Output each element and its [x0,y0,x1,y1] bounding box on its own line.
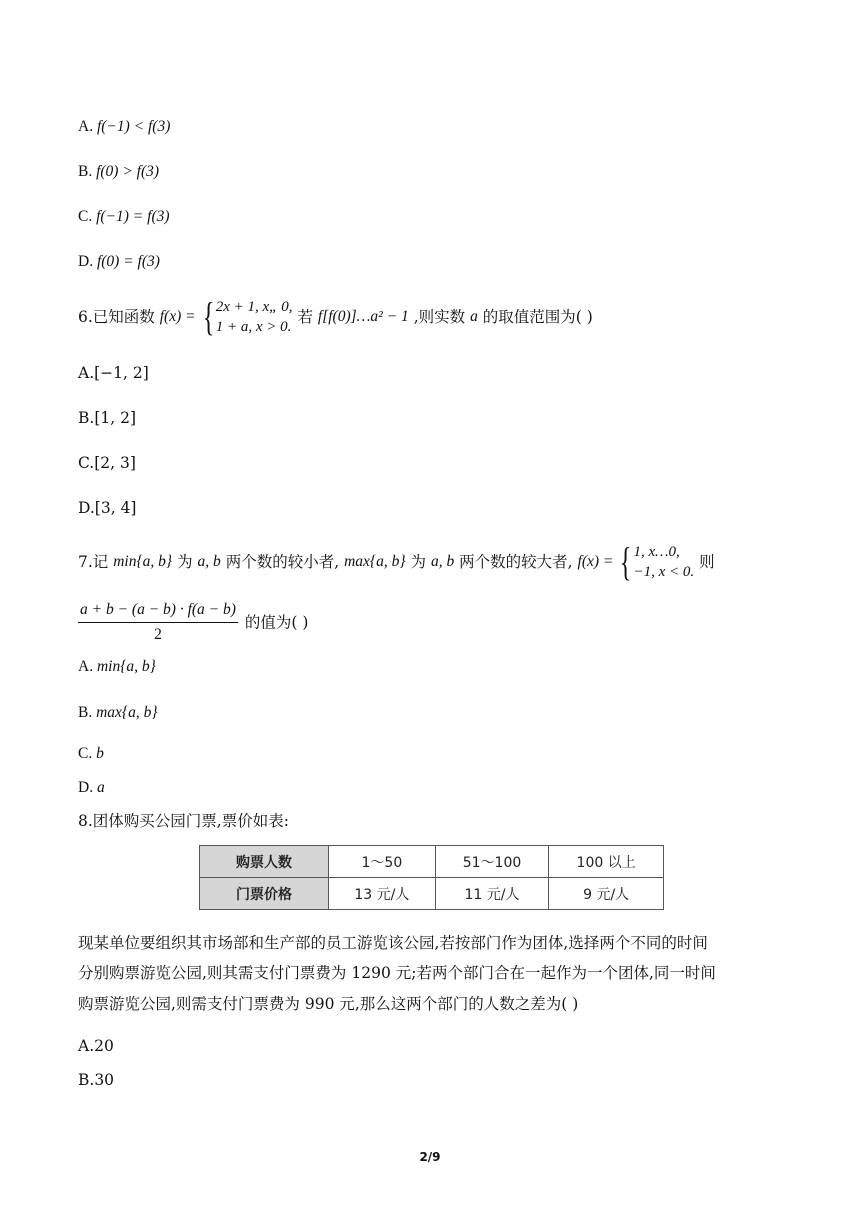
ticket-price-table [199,845,664,910]
table-cell: 51～100 [435,846,549,878]
q7-option-c: C. b [78,745,104,762]
q5-option-c: C. f(−1) = f(3) [78,208,170,225]
table-cell: 1～50 [329,846,436,878]
q7-stem: 7.记 min{a, b} 为 a, b 两个数的较小者, max{a, b} 为 a, b 两个数的较大者, f(x) = { 1, x…0, −1, x < 0. 则 [78,539,715,584]
q6-option-c: C.[2, 3] [78,454,136,472]
q8-option-b: B.30 [78,1071,115,1089]
q7-option-d: D. a [78,779,105,796]
q8-title: 8.团体购买公园门票,票价如表: [78,812,289,830]
q8-paragraph-line-2: 分别购票游览公园,则其需支付门票费为 1290 元;若两个部门合在一起作为一个团体,同一时间 [78,964,716,982]
page-number: 2/9 [419,1150,441,1164]
table-cell: 11 元/人 [435,878,549,910]
q7-fraction: $\frac{a + b - (a - b) \cdot f(a - b)}{2}$ [80,601,236,643]
q6-option-d: D.[3, 4] [78,499,137,517]
table-cell: 9 元/人 [549,878,664,910]
table-cell: 门票价格 [200,878,329,910]
table-row [200,878,664,910]
q6-option-b: B.[1, 2] [78,409,136,427]
q7-option-a: A. min{a, b} [78,658,156,675]
table-row [200,846,664,878]
table-cell: 购票人数 [200,846,329,878]
q6-option-a: A.[−1, 2] [78,364,149,382]
q7-fraction-line: $\frac{a + b - (a - b) \cdot f(a - b)}{2}$ 的值为( ) [80,601,309,643]
q8-option-a: A.20 [78,1037,114,1055]
q5-option-b: B. f(0) > f(3) [78,163,160,180]
q5-option-a: A. f(−1) < f(3) [78,118,171,135]
q5-option-d: D. f(0) = f(3) [78,253,160,270]
table-cell: 13 元/人 [329,878,436,910]
table-cell: 100 以上 [549,846,664,878]
q7-option-b: B. max{a, b} [78,704,158,721]
q6-stem: 6.已知函数 f(x) = { 2x + 1, x„ 0, 1 + a, x > 0. 若 f[f(0)]…a² − 1 ,则实数 a 的取值范围为( ) [78,294,593,339]
q8-paragraph-line-3: 购票游览公园,则需支付门票费为 990 元,那么这两个部门的人数之差为( ) [78,995,579,1013]
q8-paragraph-line-1: 现某单位要组织其市场部和生产部的员工游览该公园,若按部门作为团体,选择两个不同的时间 [78,934,708,952]
